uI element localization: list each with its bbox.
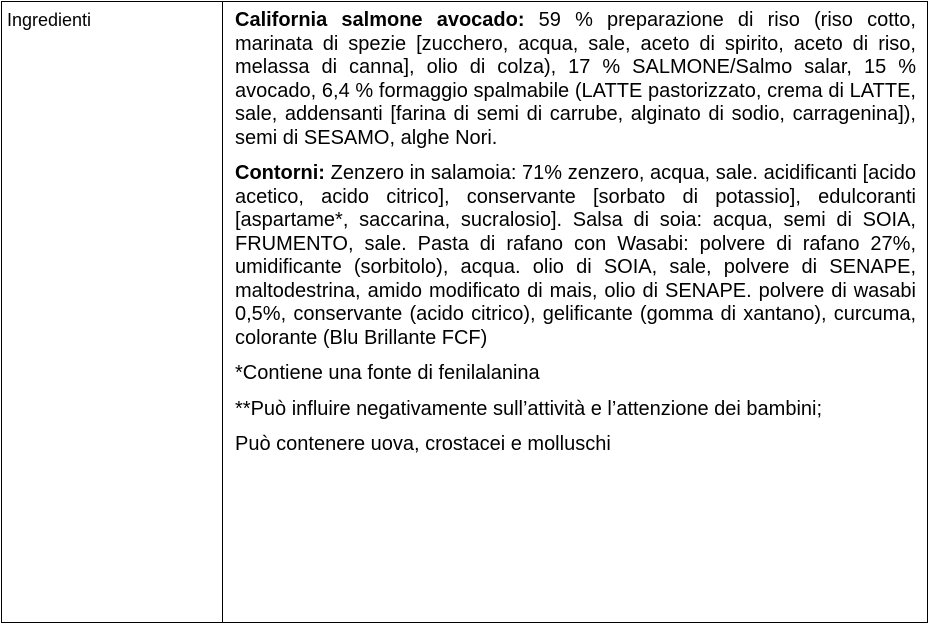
product-ingredients-text: 59 % preparazione di riso (riso cotto, marinata di spezie [zucchero, acqua, sale, aceto di spirito, aceto di riso, melassa di canna], olio di colza), 17 % SALMONE/Salmo salar, 15 % avocado, 6,4 % formaggio spalmabile (LATTE pastorizzato, crema di LATTE, sale, addensanti [farina di semi di carrube, alginato di sodio, carragenina]), semi di SESAMO, alghe Nori. [235, 9, 916, 149]
ingredients-content-cell [223, 2, 928, 623]
phenylalanine-note: *Contiene una fonte di fenilalanina [235, 362, 540, 384]
product-ingredients-paragraph [235, 9, 916, 150]
product-heading: California salmone avocado: [235, 9, 525, 31]
sides-ingredients-text: Zenzero in salamoia: 71% zenzero, acqua, sale. acidificanti [acido acetico, acido citrico], conservante [sorbato di potassio], edulcoranti [aspartame*, saccarina, sucralosio]. Salsa di soia: acqua, semi di SOIA, FRUMENTO, sale. Pasta di rafano con Wasabi: polvere di rafano 27%, umidificante (sorbitolo), acqua. olio di SOIA, sale, polvere di SENAPE, maltodestrina, amido modificato di mais, olio di SENAPE. polvere di wasabi 0,5%, conservante (acido citrico), gelificante (gomma di xantano), curcuma, colorante (Blu Brillante FCF) [235, 162, 916, 349]
table-row [2, 2, 928, 623]
row-label: Ingredienti [7, 10, 92, 30]
ingredients-table [1, 1, 928, 623]
allergen-trace-note: Può contenere uova, crostacei e molluschi [235, 433, 611, 455]
row-label-cell [2, 2, 223, 623]
sides-heading: Contorni: [235, 162, 325, 184]
colorant-warning-note: **Può influire negativamente sull’attività e l’attenzione dei bambini; [235, 397, 823, 420]
sides-ingredients-paragraph [235, 162, 916, 350]
